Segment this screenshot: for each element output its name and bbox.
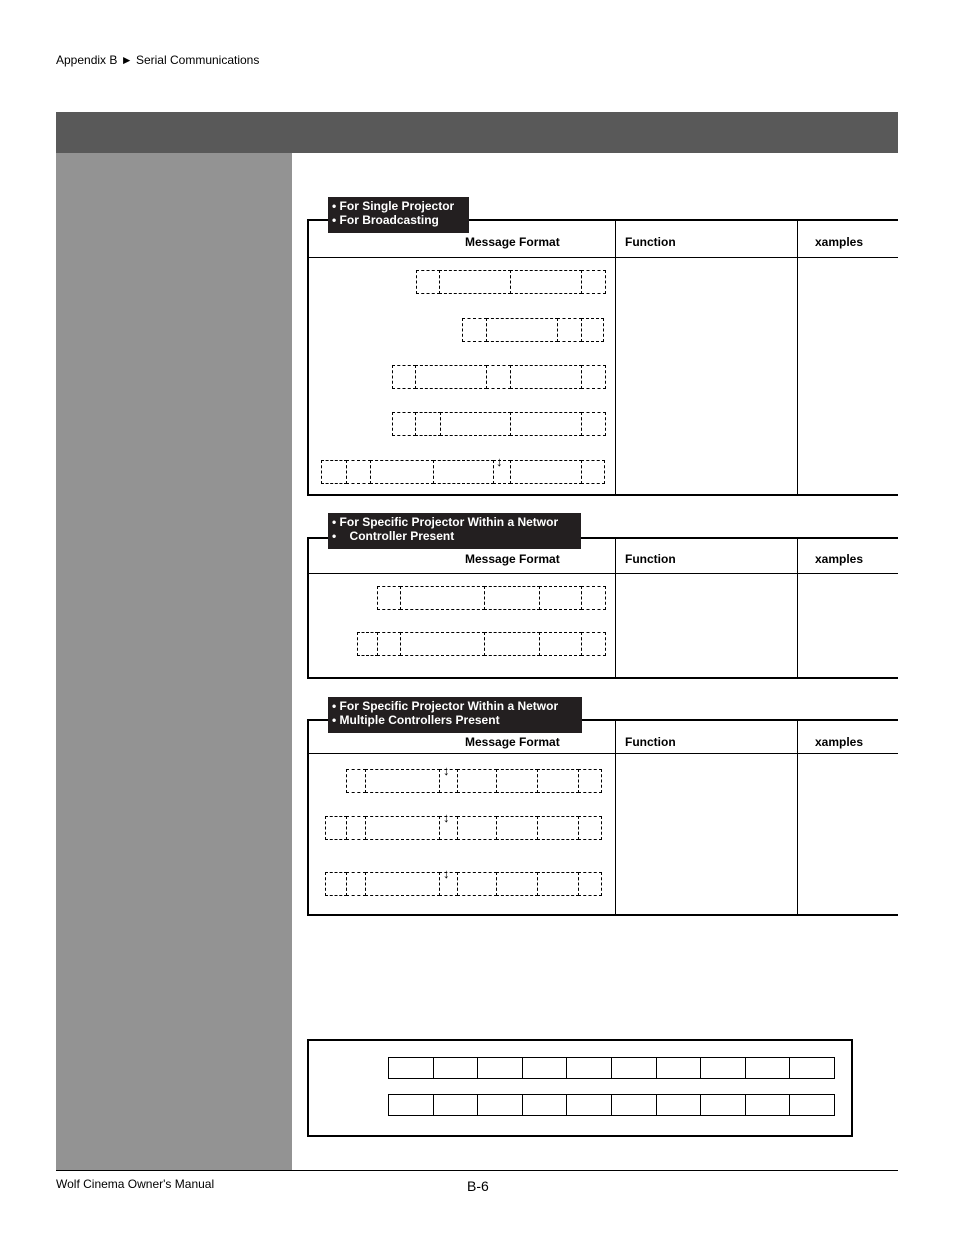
- column-header-message-format: Message Format: [465, 235, 560, 249]
- column-header-examples: xamples: [815, 235, 864, 249]
- sidebar-panel: [56, 153, 292, 1170]
- down-arrow-icon: ↓: [443, 810, 450, 825]
- breadcrumb-title: Serial Communications: [135, 53, 260, 67]
- column-header-examples: xamples: [815, 552, 864, 566]
- column-header-function: Function: [625, 235, 676, 249]
- down-arrow-icon: ↓: [443, 763, 450, 778]
- column-header-message-format: Message Format: [465, 735, 560, 749]
- message-format-row: [325, 872, 601, 896]
- header-bar: [56, 112, 898, 153]
- column-header-message-format: Message Format: [465, 552, 560, 566]
- breadcrumb-section: Appendix B: [56, 53, 118, 67]
- down-arrow-icon: ↓: [443, 866, 450, 881]
- column-header-examples: xamples: [815, 735, 864, 749]
- footer-manual-title: Wolf Cinema Owner's Manual: [56, 1177, 215, 1191]
- table-2-tab: [328, 513, 581, 549]
- table-1-tab: [328, 197, 469, 233]
- byte-grid-row: [388, 1057, 835, 1079]
- message-format-row: [392, 365, 605, 389]
- message-format-row: [377, 586, 605, 610]
- column-header-function: Function: [625, 735, 676, 749]
- breadcrumb: [56, 53, 259, 67]
- tab-line: • For Single Projector: [332, 199, 455, 213]
- message-format-row: [462, 318, 603, 342]
- tab-line: • Controller Present: [332, 529, 455, 543]
- byte-grid-box: [307, 1039, 853, 1137]
- down-arrow-icon: ↓: [496, 454, 503, 469]
- tab-line: • For Broadcasting: [332, 213, 439, 227]
- message-format-table-1: [307, 219, 898, 496]
- column-header-function: Function: [625, 552, 676, 566]
- footer-divider: [56, 1170, 898, 1171]
- message-format-row: [346, 769, 601, 793]
- message-format-row: [325, 816, 601, 840]
- tab-line: • For Specific Projector Within a Networ: [332, 515, 559, 529]
- message-format-row: [392, 412, 605, 436]
- message-format-row: [321, 460, 604, 484]
- table-3-tab: [328, 697, 582, 733]
- message-format-row: [357, 632, 605, 656]
- byte-grid-row: [388, 1094, 835, 1116]
- tab-line: • For Specific Projector Within a Networ: [332, 699, 559, 713]
- tab-line: • Multiple Controllers Present: [332, 713, 500, 727]
- breadcrumb-arrow-icon: ►: [120, 53, 133, 67]
- message-format-row: [416, 270, 605, 294]
- page-number: B-6: [467, 1178, 489, 1194]
